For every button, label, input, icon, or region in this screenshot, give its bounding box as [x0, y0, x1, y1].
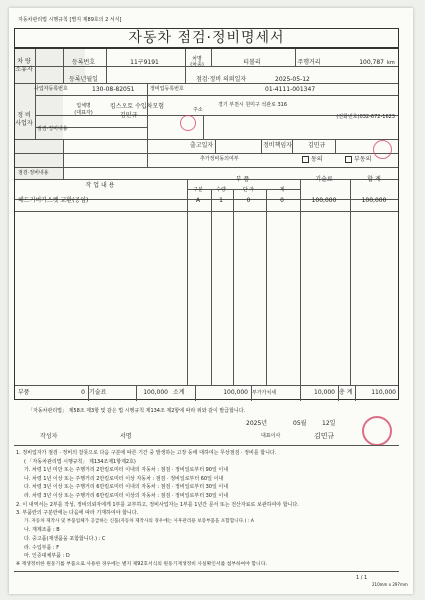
model-value: 티볼리: [243, 59, 261, 66]
owner-label: 차 량 소유자: [15, 58, 33, 73]
shop-reg-value: 01-4111-001347: [265, 86, 316, 93]
note-line: 라. 수입부품 : F: [24, 544, 60, 551]
totals-labor-label: 기술료: [89, 389, 107, 396]
col-sum-header: 계: [279, 187, 285, 193]
row-total: 100,000: [361, 197, 387, 204]
note-line: 마. 인증대체부품 : D: [24, 553, 70, 560]
writer-label: 작성자: [40, 433, 58, 440]
model-label: 차명 (차종): [190, 56, 204, 68]
writer-sign: 서명: [120, 433, 132, 440]
note-line: 2. 이 내역서는 2부를 작성, 정비의뢰자에게 1부를 교부하고, 정비사업자는 1부를 1년간 문서 또는 전산자료로 보관하여야 합니다.: [16, 501, 299, 508]
date-month: 05월: [293, 420, 307, 427]
issuance-statement: 「자동차관리법」 제58조 제3항 및 같은 법 시행규칙 제134조 제2항에 따라 위와 같이 발급합니다.: [28, 408, 246, 414]
note-line: 가. 차령 1년 미만 또는 주행거리 2만킬로미터 이내의 자동차 : 점검 · 정비일로부터 90일 이내: [24, 467, 229, 474]
shop-phone-value: (전화번호)032-672-1623: [336, 114, 395, 120]
service-date-label: 점검·정비 의뢰일자: [196, 76, 247, 83]
consent-agree[interactable]: [302, 156, 323, 163]
totals-total-value: 110,000: [371, 389, 396, 396]
agree-label: 동의: [311, 156, 323, 163]
main-form-table: [14, 48, 399, 400]
totals-subtotal-label: 소계: [173, 389, 185, 396]
note-line: 3. 부품란의 구분란에는 다음에 따라 기재하여야 합니다.: [16, 510, 139, 517]
note-line: ( 「자동차관리법 시행규칙」 제134조제1항제2호): [24, 458, 136, 465]
disagree-checkbox[interactable]: [345, 156, 352, 163]
rep-title-label: 대표이사: [261, 433, 281, 439]
totals-labor-value: 100,000: [143, 389, 168, 396]
shop-section-label: 정 비 사업자: [15, 112, 33, 127]
biz-no-value: 130-08-82051: [92, 86, 135, 93]
row-type: A: [195, 197, 201, 204]
extra-consent-label: 추가정비동의여부: [200, 156, 239, 162]
page-number: 1 / 1: [356, 575, 368, 581]
shop-name-label: 업체명 (대표자): [74, 103, 93, 116]
totals-parts-value: 0: [81, 389, 85, 396]
consent-disagree[interactable]: [345, 156, 371, 163]
totals-parts-label: 부품: [18, 389, 30, 396]
row-work: 헤드커버가스켓 교환(공임): [18, 197, 89, 204]
totals-total-label: 총 계: [339, 389, 353, 396]
row-sum: 0: [280, 197, 284, 204]
reg-date-label: 등록년월일: [69, 76, 98, 83]
row-qty: 1: [219, 197, 223, 204]
labor-column-header: 기술료: [315, 176, 333, 183]
note-line: 다. 차령 3년 이상 또는 주행거리 6만킬로미터 이내의 자동차 : 점검 · 정비일로부터 30일 이내: [24, 484, 229, 491]
totals-subtotal-value: 100,000: [223, 389, 248, 396]
biz-no-label: 사업자등록번호: [34, 86, 68, 92]
paper-size: 210mm x 297mm: [372, 582, 408, 587]
document-title: 자동차 점검·정비명세서: [14, 28, 399, 48]
shop-addr-value: 경기 부천시 원미구 석관로 316: [218, 102, 288, 108]
work-column-header: 작 업 내 용: [85, 182, 115, 189]
note-line: ※ 재생정비한 원동기를 부품으로 사용한 경우에는 별지 제92호서식의 원동기재생정비 사실확인서를 첨부하여야 합니다.: [16, 561, 267, 567]
mileage-unit: km: [387, 60, 395, 66]
note-line: 다. 중고품(재생품을 포함합니다.) : C: [24, 535, 106, 542]
representative-seal-stamp: [362, 416, 392, 446]
repair-item-row-label: 점검·정비내용: [18, 170, 49, 176]
mechanic-label: 정비책임자: [263, 142, 292, 149]
reg-no-value: 11구9191: [130, 59, 159, 66]
row-labor: 100,000: [311, 197, 337, 204]
mechanic-value: 김민규: [308, 142, 326, 149]
mileage-value: 100,787: [359, 59, 384, 66]
shop-seal-stamp: [180, 115, 196, 131]
mileage-label: 주행거리: [297, 59, 321, 66]
note-line: 가. 자동차 제작사 및 부품업체가 공급하는 신품(자동차 제작사의 경우에는 사후관리용 보증부품을 포함합니다.) : A: [24, 518, 254, 524]
date-day: 12일: [322, 420, 336, 427]
note-line: 라. 차령 3년 이상 또는 주행거리 6만킬로미터 이상의 자동차 : 점검 · 정비일로부터 30일 이내: [24, 492, 229, 499]
note-line: 나. 차령 1년 이상 또는 주행거리 2만킬로미터 이상 자동차 : 점검 · 정비일로부터 60일 이내: [24, 475, 224, 482]
totals-vat-value: 10,000: [314, 389, 335, 396]
parts-column-header: 부 품: [235, 176, 250, 183]
service-date-value: 2025-05-12: [275, 76, 310, 83]
col-unit-header: 단 가: [242, 187, 255, 193]
total-column-header: 합 계: [367, 176, 381, 183]
form-header-note: 자동차관리법 시행규칙 [별지 제89호의 2 서식]: [18, 17, 122, 23]
repair-item-label: 점검·정비내용: [37, 126, 68, 132]
company-seal-stamp: [373, 140, 392, 159]
col-qty-header: 수량: [216, 187, 226, 193]
row-unit: 0: [246, 197, 251, 204]
col-type-header: 구분: [193, 187, 203, 193]
rep-name-value: 김민규: [314, 432, 335, 440]
disagree-label: 부동의: [354, 156, 372, 163]
totals-vat-label: 부가가치세: [252, 390, 277, 396]
shop-reg-label: 정비업등록번호: [150, 86, 184, 92]
release-date-label: 출고일자: [190, 142, 214, 149]
date-year: 2025년: [246, 420, 268, 427]
reg-no-label: 등록번호: [71, 59, 96, 66]
note-line: 1. 정비업자가 점검 · 정비의 잘못으로 다음 구분에 따른 기간 중 발생하는 고장 등에 대하여는 무상점검 · 정비를 합니다.: [16, 450, 277, 456]
agree-checkbox[interactable]: [302, 156, 309, 163]
notes-list: [16, 449, 400, 569]
note-line: 나. 재제조품 : B: [24, 527, 60, 534]
shop-rep-value: 김민규: [120, 112, 138, 119]
shop-name-value: 킴스오토 수입차모험: [110, 103, 165, 110]
shop-addr-label: 주소: [193, 107, 203, 113]
